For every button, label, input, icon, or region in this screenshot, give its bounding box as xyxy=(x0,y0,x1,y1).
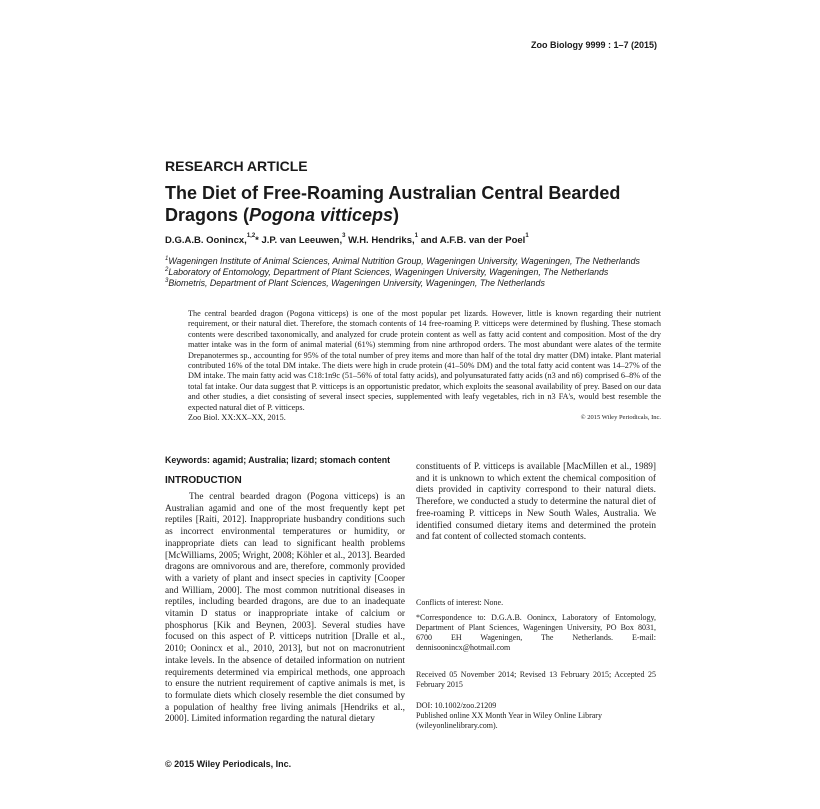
affiliation-text: Biometris, Department of Plant Sciences, Wageningen University, Wageningen, The Netherlands xyxy=(168,278,545,288)
affiliation xyxy=(165,256,655,267)
intro-paragraph: The central bearded dragon (Pogona vitticeps) is an Australian agamid and one of the most frequently kept pet reptiles [Raiti, 2012]. Inappropriate husbandry conditions such as incorrect environmental temperatures or humidity, or inappropriate diets can lead to significant health problems [McWilliams, 2005; Wright, 2008; Köhler et al., 2013]. Bearded dragons are omnivorous and are, therefore, commonly provided with a variety of plant and insect species in captivity [Cooper and William, 2000]. The most common nutritional diseases in reptiles, including bearded dragons, are due to an inadequate vitamin D status or inappropriate intake of calcium or phosphorus [Kik and Beynen, 2003]. Several studies have focused on this aspect of P. vitticeps nutrition [Dralle et al., 2010; Oonincx et al., 2010, 2013], but not on macronutrient intake levels. In the absence of detailed information on nutrient requirements determined via empirical methods, one approach to ensure the nutrient requirement of captive animals is met, is to formulate diets which closely resemble the diet consumed by a population of healthy free living animals [Hendriks et al., 2000]. Limited information regarding the natural dietary xyxy=(165,492,405,725)
affiliation-text: Wageningen Institute of Animal Sciences, Animal Nutrition Group, Wageningen University, Wageningen, The Netherlands xyxy=(168,256,640,266)
author-name: and A.F.B. van der Poel xyxy=(420,235,526,246)
conflicts-note: Conflicts of interest: None. xyxy=(416,598,504,607)
author-name: W.H. Hendriks, xyxy=(348,235,415,246)
keywords-label: Keywords: xyxy=(165,455,210,465)
author-affil-sup: 3 xyxy=(342,233,346,239)
abstract-citation: Zoo Biol. XX:XX–XX, 2015. xyxy=(188,413,286,423)
received-dates: Received 05 November 2014; Revised 13 February 2015; Accepted 25 February 2015 xyxy=(416,670,656,689)
author-name: J.P. van Leeuwen, xyxy=(261,235,343,246)
intro-paragraph-continued: constituents of P. vitticeps is available [MacMillen et al., 1989] and it is unknown to which extent the chemical composition of diets provided in captivity correspond to their natural diets. Therefore, we conducted a study to determine the natural diet of free-roaming P. vitticeps in New South Wales, Australia. We identified consumed dietary items and determined the protein and fat content of collected stomach contents. xyxy=(416,462,656,543)
doi: DOI: 10.1002/zoo.21209 xyxy=(416,701,497,710)
author-separator: * xyxy=(255,235,262,246)
author xyxy=(348,235,421,246)
affiliation-sup: 2 xyxy=(165,267,169,273)
affiliation xyxy=(165,278,655,289)
article-title xyxy=(165,182,665,226)
author xyxy=(421,235,529,246)
intro-column-left xyxy=(165,492,405,726)
doi-block xyxy=(416,701,656,731)
section-heading: INTRODUCTION xyxy=(165,475,242,486)
author-affil-sup: 1 xyxy=(525,233,529,239)
keywords-value: agamid; Australia; lizard; stomach content xyxy=(212,455,391,465)
abstract-tail xyxy=(188,413,661,423)
abstract-body: The central bearded dragon (Pogona vitticeps) is one of the most popular pet lizards. However, little is known regarding their nutrient requirement, or their natural diet. Therefore, the stomach contents of 14 free-roaming P. vitticeps were determined by flushing. These stomach contents were described taxonomically, and analyzed for crude protein content as well as fatty acid content and composition. Most of the dry matter intake was in the form of animal material (61%) stemming from nine arthropod orders. The most abundant were alates of the termite Drepanotermes sp., accounting for 95% of the total number of prey items and more than half of the total dry matter (DM) intake. Plant material contributed 16% of the total DM intake. The diets were high in crude protein (41–50% DM) and the total fatty acid content was 14–27% of the DM intake. The main fatty acid was C18:1n9c (51–56% of total fatty acids), and polyunsaturated fatty acids (n3 and n6) comprised 6–8% of the total fat intake. Our data suggest that P. vitticeps is an opportunistic predator, which exploits the seasonal availability of prey. Based on our data and other studies, a diet consisting of several insect species, supplemented with leafy vegetables, rich in n3 FA's, would best resemble the expected natural diet of P. vitticeps. xyxy=(188,309,661,412)
affiliation-sup: 1 xyxy=(165,256,169,262)
author xyxy=(165,235,262,246)
abstract xyxy=(188,309,661,423)
affiliation-sup: 3 xyxy=(165,278,169,284)
footer-copyright: © 2015 Wiley Periodicals, Inc. xyxy=(165,759,292,769)
title-end: ) xyxy=(393,205,400,225)
abstract-copyright: © 2015 Wiley Periodicals, Inc. xyxy=(580,414,661,422)
title-species: Pogona vitticeps xyxy=(249,205,394,225)
author-affil-sup: 1 xyxy=(414,233,418,239)
affiliation-text: Laboratory of Entomology, Department of Plant Sciences, Wageningen University, Wageningen, The Netherlands xyxy=(168,267,609,277)
correspondence-note: *Correspondence to: D.G.A.B. Oonincx, Laboratory of Entomology, Department of Plant Sciences, Wageningen University, PO Box 8031, 6700 EH Wageningen, The Netherlands. E-mail: dennisoonincx@hotmail.com xyxy=(416,613,656,652)
article-type: RESEARCH ARTICLE xyxy=(165,158,308,174)
intro-column-right xyxy=(416,462,656,544)
affiliation xyxy=(165,267,655,278)
published-online: Published online XX Month Year in Wiley Online Library (wileyonlinelibrary.com). xyxy=(416,711,602,730)
title-main: The Diet of Free-Roaming Australian Central Bearded Dragons ( xyxy=(165,183,621,225)
author-affil-sup: 1,2 xyxy=(246,233,256,239)
journal-reference: Zoo Biology 9999 : 1–7 (2015) xyxy=(530,40,657,50)
affiliations xyxy=(165,256,655,289)
author-name: D.G.A.B. Oonincx, xyxy=(165,235,247,246)
keywords xyxy=(165,455,390,465)
author xyxy=(262,235,349,246)
author-list xyxy=(165,235,529,246)
